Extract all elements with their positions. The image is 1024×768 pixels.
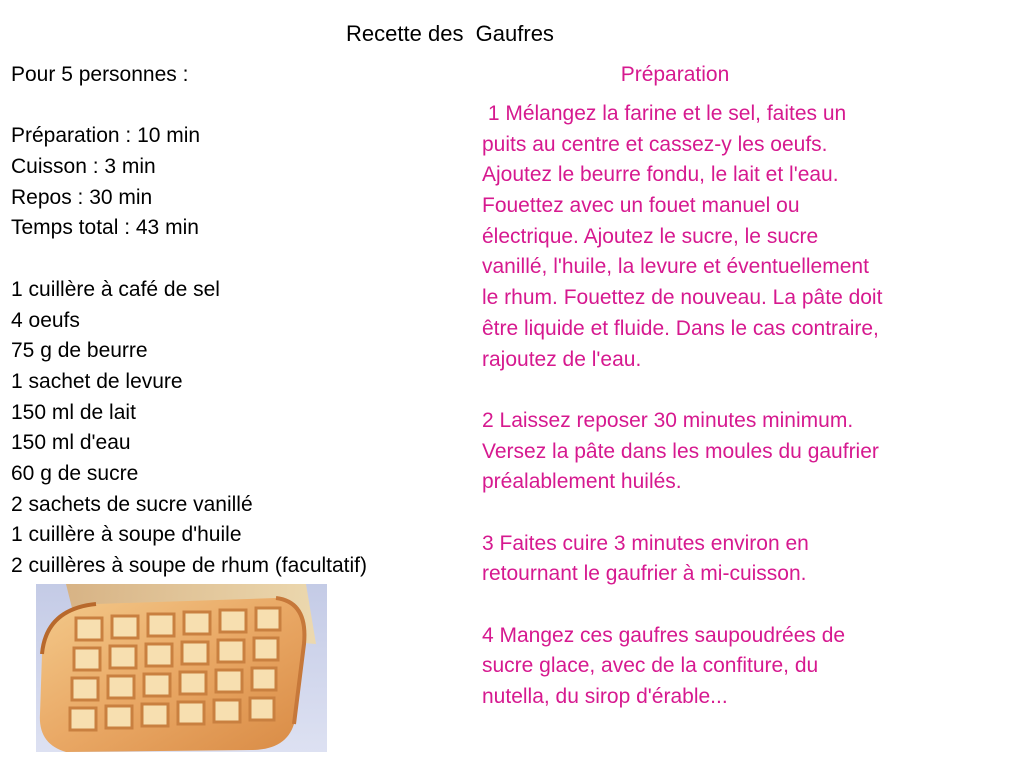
ingredient-item: 1 sachet de levure xyxy=(11,369,183,393)
step-2 xyxy=(482,406,1012,498)
step-line: 2 Laissez reposer 30 minutes minimum. xyxy=(482,408,854,432)
ingredient-item: 2 cuillères à soupe de rhum (facultatif) xyxy=(11,554,368,577)
preparation-heading: Préparation xyxy=(620,63,730,86)
step-line: sucre glace, avec de la confiture, du xyxy=(482,654,819,678)
step-line: 3 Faites cuire 3 minutes environ en xyxy=(482,531,809,555)
step-4 xyxy=(482,621,1012,713)
time-line: Repos : 30 min xyxy=(11,185,153,209)
step-line: retournant le gaufrier à mi-cuisson. xyxy=(482,562,807,586)
step-line: Versez la pâte dans les moules du gaufrier xyxy=(482,439,879,463)
step-line: nutella, du sirop d'érable... xyxy=(482,685,728,709)
spacer xyxy=(482,590,1012,621)
ingredient-item: 60 g de sucre xyxy=(11,461,139,485)
page-title: Recette des Gaufres xyxy=(346,21,554,46)
preparation-steps xyxy=(482,99,1012,713)
servings-label: Pour 5 personnes : xyxy=(11,63,189,86)
spacer xyxy=(482,498,1012,529)
ingredient-item: 1 cuillère à café de sel xyxy=(11,277,220,301)
time-line: Préparation : 10 min xyxy=(11,124,201,148)
step-line: 4 Mangez ces gaufres saupoudrées de xyxy=(482,623,846,647)
ingredient-item: 150 ml de lait xyxy=(11,400,136,424)
spacer xyxy=(11,244,471,275)
ingredients-column xyxy=(11,60,471,582)
ingredient-item: 75 g de beurre xyxy=(11,339,148,363)
step-line: Fouettez avec un fouet manuel ou xyxy=(482,194,800,218)
step-line: vanillé, l'huile, la levure et éventuellement xyxy=(482,255,869,279)
step-line: préalablement huilés. xyxy=(482,470,682,494)
spacer xyxy=(482,375,1012,406)
ingredient-item: 2 sachets de sucre vanillé xyxy=(11,492,253,516)
step-1 xyxy=(482,99,1012,375)
waffle-illustration xyxy=(36,584,327,752)
step-line: le rhum. Fouettez de nouveau. La pâte doit xyxy=(482,286,883,310)
spacer xyxy=(11,91,471,122)
time-line: Cuisson : 3 min xyxy=(11,155,156,179)
waffle-photo xyxy=(36,584,327,752)
time-line: Temps total : 43 min xyxy=(11,216,199,240)
step-line: puits au centre et cassez-y les oeufs. xyxy=(482,132,828,156)
step-line: électrique. Ajoutez le sucre, le sucre xyxy=(482,224,819,248)
ingredient-item: 4 oeufs xyxy=(11,308,80,332)
step-line: rajoutez de l'eau. xyxy=(482,347,642,371)
step-line: 1 Mélangez la farine et le sel, faites un xyxy=(482,102,847,125)
step-3 xyxy=(482,529,1012,590)
step-line: être liquide et fluide. Dans le cas contraire, xyxy=(482,316,879,340)
step-line: Ajoutez le beurre fondu, le lait et l'eau. xyxy=(482,163,839,187)
ingredient-item: 150 ml d'eau xyxy=(11,431,131,455)
ingredient-item: 1 cuillère à soupe d'huile xyxy=(11,523,242,547)
